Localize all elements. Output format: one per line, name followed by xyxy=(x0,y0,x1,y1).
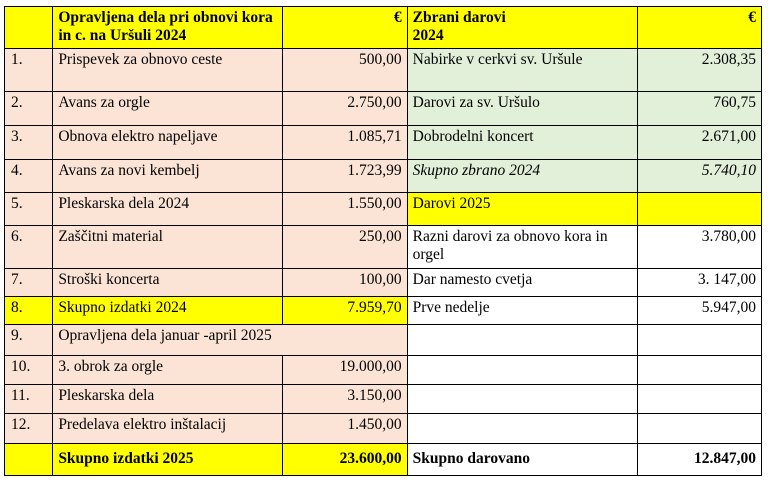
donations-expenses-table xyxy=(4,6,762,476)
donation-amount xyxy=(637,192,761,225)
expense-subtotal-amount: 7.959,70 xyxy=(283,297,407,325)
expense-amount: 2.750,00 xyxy=(283,91,407,125)
donation-item xyxy=(407,325,637,355)
expense-item: Avans za novi kembelj xyxy=(53,159,283,192)
row-index: 6. xyxy=(5,226,53,268)
donation-amount: 3.780,00 xyxy=(637,226,761,268)
table-row xyxy=(5,49,762,91)
donation-amount xyxy=(637,325,761,355)
expense-item: Stroški koncerta xyxy=(53,268,283,296)
expenses-total-label: Skupno izdatki 2025 xyxy=(53,443,283,475)
table-row xyxy=(5,192,762,225)
donation-item xyxy=(407,355,637,384)
header-donations-title-line1: Zbrani darovi xyxy=(412,9,506,26)
expense-amount: 1.450,00 xyxy=(283,414,407,443)
header-expenses-title: Opravljena dela pri obnovi kora in c. na Uršuli 2024 xyxy=(53,7,283,49)
expense-item: Zaščitni material xyxy=(53,226,283,268)
donation-item xyxy=(407,384,637,413)
donation-amount xyxy=(637,355,761,384)
header-donations-title xyxy=(407,7,637,49)
donation-item: Darovi za sv. Uršulo xyxy=(407,91,637,125)
donation-amount: 2.308,35 xyxy=(637,49,761,91)
donation-item xyxy=(407,414,637,443)
donation-amount: 2.671,00 xyxy=(637,126,761,159)
table-row xyxy=(5,268,762,296)
row-index: 5. xyxy=(5,192,53,225)
row-index: 10. xyxy=(5,355,53,384)
table-row xyxy=(5,414,762,443)
donation-amount xyxy=(637,384,761,413)
donation-amount xyxy=(637,414,761,443)
expense-amount: 100,00 xyxy=(283,268,407,296)
table-row xyxy=(5,297,762,325)
row-index: 3. xyxy=(5,126,53,159)
expense-amount: 19.000,00 xyxy=(283,355,407,384)
expense-item: Prispevek za obnovo ceste xyxy=(53,49,283,91)
donations-2025-heading: Darovi 2025 xyxy=(407,192,637,225)
donation-item: Prve nedelje xyxy=(407,297,637,325)
expense-subtotal-label: Skupno izdatki 2024 xyxy=(53,297,283,325)
row-index: 9. xyxy=(5,325,53,355)
totals-index-cell xyxy=(5,443,53,475)
row-index: 12. xyxy=(5,414,53,443)
donation-item: Nabirke v cerkvi sv. Uršule xyxy=(407,49,637,91)
donation-item: Dobrodelni koncert xyxy=(407,126,637,159)
header-expenses-currency: € xyxy=(283,7,407,49)
expense-item: Avans za orgle xyxy=(53,91,283,125)
expense-amount: 3.150,00 xyxy=(283,384,407,413)
row-index: 4. xyxy=(5,159,53,192)
header-row xyxy=(5,7,762,49)
row-index: 8. xyxy=(5,297,53,325)
row-index: 7. xyxy=(5,268,53,296)
expense-amount: 500,00 xyxy=(283,49,407,91)
expense-item: Predelava elektro inštalacij xyxy=(53,414,283,443)
donation-item: Razni darovi za obnovo kora in orgel xyxy=(407,226,637,268)
row-index: 11. xyxy=(5,384,53,413)
donation-item: Dar namesto cvetja xyxy=(407,268,637,296)
row-index: 1. xyxy=(5,49,53,91)
expense-item: 3. obrok za orgle xyxy=(53,355,283,384)
expense-section-heading: Opravljena dela januar -april 2025 xyxy=(53,325,407,355)
row-index: 2. xyxy=(5,91,53,125)
table-row xyxy=(5,91,762,125)
table-row xyxy=(5,384,762,413)
table-row xyxy=(5,126,762,159)
header-index-cell xyxy=(5,7,53,49)
expense-item: Obnova elektro napeljave xyxy=(53,126,283,159)
expense-amount: 1.085,71 xyxy=(283,126,407,159)
expense-item: Pleskarska dela xyxy=(53,384,283,413)
donation-amount: 760,75 xyxy=(637,91,761,125)
header-donations-currency: € xyxy=(637,7,761,49)
donation-subtotal-amount: 5.740,10 xyxy=(637,159,761,192)
expenses-total-amount: 23.600,00 xyxy=(283,443,407,475)
expense-amount: 1.550,00 xyxy=(283,192,407,225)
table-row xyxy=(5,325,762,355)
table-row xyxy=(5,226,762,268)
donations-total-amount: 12.847,00 xyxy=(637,443,761,475)
totals-row xyxy=(5,443,762,475)
donations-total-label: Skupno darovano xyxy=(407,443,637,475)
donation-subtotal-label: Skupno zbrano 2024 xyxy=(407,159,637,192)
donation-amount: 3. 147,00 xyxy=(637,268,761,296)
expense-amount: 250,00 xyxy=(283,226,407,268)
expense-item: Pleskarska dela 2024 xyxy=(53,192,283,225)
table-row xyxy=(5,159,762,192)
header-donations-title-line2: 2024 xyxy=(412,27,444,44)
donation-amount: 5.947,00 xyxy=(637,297,761,325)
table-row xyxy=(5,355,762,384)
expense-amount: 1.723,99 xyxy=(283,159,407,192)
